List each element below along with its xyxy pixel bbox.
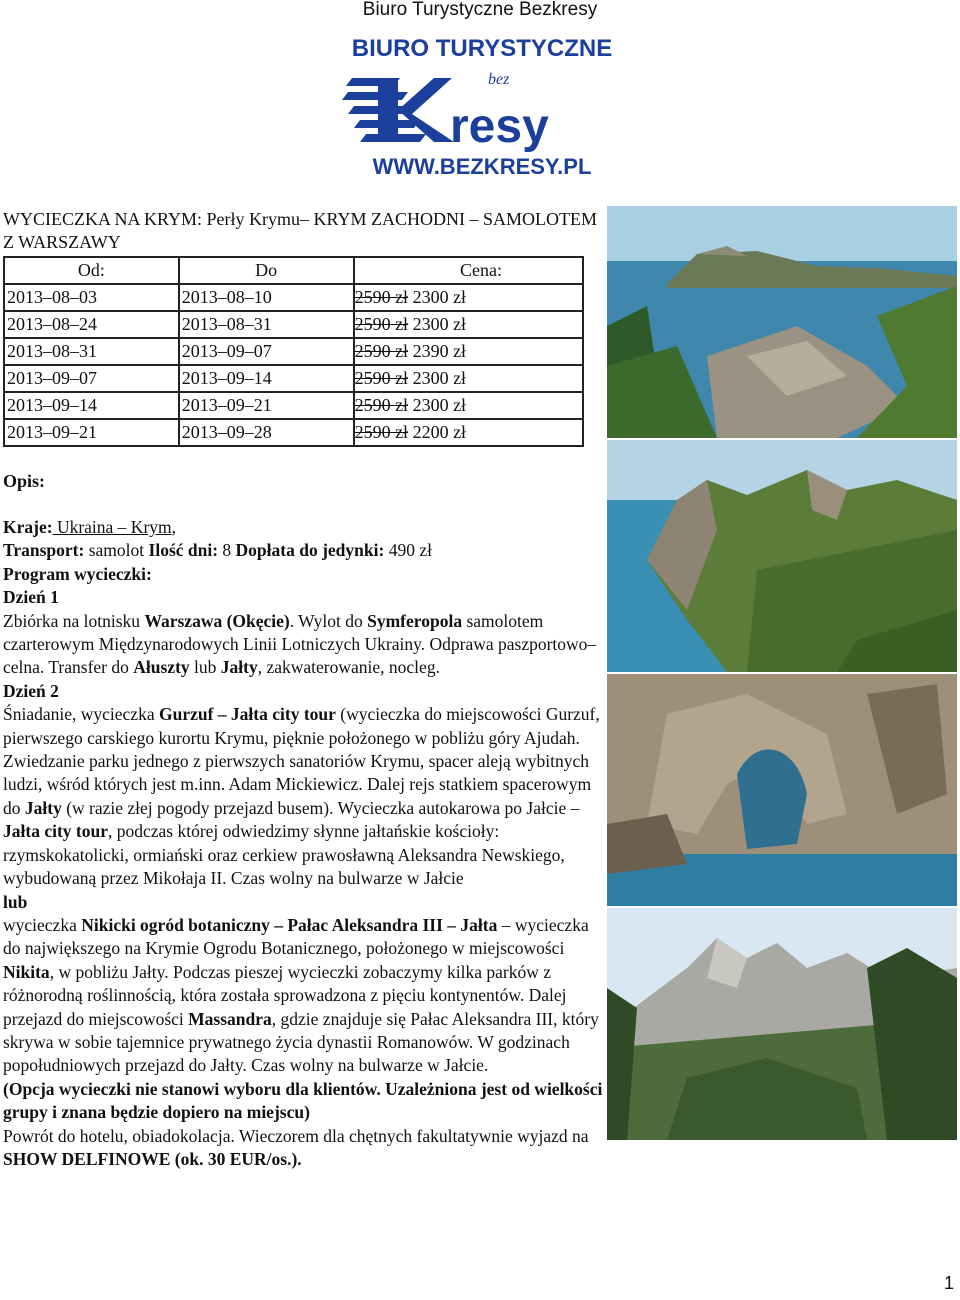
- svg-text:resy: resy: [450, 100, 549, 153]
- price-cell: [354, 419, 583, 446]
- price-cell: [354, 284, 583, 311]
- day2-section: Dzień 2 Śniadanie, wycieczka Gurzuf – Jałta city tour (wycieczka do miejscowości Gurzuf, pierwszego carskiego kurortu Krymu, pięknie położonego w pobliżu góry Ajudah. Zwiedzanie parku jednego z pierwszych sanatoriów Krymu, spacer aleją wybitnych ludzi, wśród których jest m.inn. Adam Mickiewicz. Dalej rejs statkiem spacerowym do Jałty (w razie złej pogody przejazd busem). Wycieczka autokarowa po Jałcie – Jałta city tour, podczas której odwiedzimy słynne jałtańskie kościoły: rzymskokatolicki, ormiański oraz cerkiew prawosławną Aleksandra Newskiego, wybudowaną przez Mikołaja II. Czas wolny na bulwarze w Jałcie lub wycieczka Nikicki ogród botaniczny – Pałac Aleksandra III – Jałta – wycieczka do największego na Krymie Ogrodu Botanicznego, położonego w miejscowości Nikita, w pobliżu Jałty. Podczas pieszej wycieczki zobaczymy kilka parków z różnorodną roślinnością, która została sprowadzona z pięciu kontynentów. Dalej przejazd do miejscowości Massandra, gdzie znajduje się Pałac Aleksandra III, który skrywa w sobie tajemnice prywatnego życia dynastii Romanowów. W godzinach popołudniowych przejazd do Jałty. Czas wolny na bulwarze w Jałcie. (Opcja wycieczki nie stanowi wyboru dla klientów. Uzależniona jest od wielkości grupy i znana będzie dopiero na miejscu) Powrót do hotelu, obiadokolacja. Wieczorem dla chętnych fakultatywnie wyjazd na SHOW DELFINOWE (ok. 30 EUR/os.).: [3, 680, 603, 1169]
- old-price: 2590 zł: [354, 395, 409, 415]
- day1-section: Dzień 1 Zbiórka na lotnisku Warszawa (Okęcie). Wylot do Symferopola samolotem czarterowym Międzynarodowych Linii Lotniczych Ukrainy. Odprawa paszportowo–celna. Transfer do Ałuszty lub Jałty, zakwaterowanie, nocleg.: [3, 587, 597, 678]
- transport-label: Transport:: [3, 540, 85, 561]
- crimea-mountains-photo: [607, 908, 957, 1140]
- table-row: [4, 419, 583, 446]
- table-row: [4, 365, 583, 392]
- crimea-coast-photo-2: [607, 440, 957, 672]
- description-heading: Opis:: [3, 471, 46, 491]
- logo-url: WWW.BEZKRESY.PL: [372, 154, 592, 179]
- program-label: Program wycieczki:: [3, 563, 152, 584]
- price-cell: [354, 365, 583, 392]
- new-price: 2200 zł: [412, 422, 467, 442]
- date-to: 2013–09–21: [179, 392, 354, 419]
- old-price: 2590 zł: [354, 314, 409, 334]
- day1-label: Dzień 1: [3, 587, 59, 608]
- date-to: 2013–08–31: [179, 311, 354, 338]
- date-to: 2013–09–14: [179, 365, 354, 392]
- kraje-label: Kraje:: [3, 517, 53, 537]
- date-from: 2013–08–03: [4, 284, 179, 311]
- or-label: lub: [3, 891, 28, 912]
- date-from: 2013–09–07: [4, 365, 179, 392]
- days-label: Ilość dni:: [148, 540, 219, 561]
- main-content: [3, 208, 603, 1171]
- date-from: 2013–08–31: [4, 338, 179, 365]
- transport-value: samolot: [88, 540, 145, 561]
- bezkresy-logo: [340, 34, 625, 184]
- logo-small: bez: [488, 71, 510, 88]
- page-header-title: Biuro Turystyczne Bezkresy: [362, 0, 598, 20]
- trip-facts: Kraje: Ukraina – Krym, Transport: samolot Ilość dni: 8 Dopłata do jedynki: 490 zł Program wycieczki:: [3, 517, 432, 584]
- price-cell: [354, 392, 583, 419]
- date-to: 2013–08–10: [179, 284, 354, 311]
- crimea-coast-photo-1: [607, 206, 957, 438]
- old-price: 2590 zł: [354, 368, 409, 388]
- supplement-label: Dopłata do jedynki:: [235, 540, 385, 561]
- table-row: [4, 284, 583, 311]
- day2-label: Dzień 2: [3, 680, 59, 701]
- table-row: [4, 338, 583, 365]
- price-cell: [354, 311, 583, 338]
- date-from: 2013–08–24: [4, 311, 179, 338]
- date-to: 2013–09–28: [179, 419, 354, 446]
- col-header-from: Od:: [4, 257, 179, 284]
- supplement-value: 490 zł: [388, 540, 432, 561]
- logo-line1: BIURO TURYSTYCZNE: [351, 35, 613, 62]
- col-header-to: Do: [179, 257, 354, 284]
- new-price: 2300 zł: [412, 395, 467, 415]
- option-note: (Opcja wycieczki nie stanowi wyboru dla klientów. Uzależniona jest od wielkości grupy i znana będzie dopiero na miejscu): [3, 1078, 603, 1123]
- new-price: 2300 zł: [412, 287, 467, 307]
- new-price: 2300 zł: [412, 368, 467, 388]
- page-number: 1: [943, 1273, 954, 1293]
- days-value: 8: [222, 540, 232, 561]
- crimea-rock-arch-photo: [607, 674, 957, 906]
- new-price: 2390 zł: [412, 341, 467, 361]
- dates-table: [3, 256, 584, 447]
- old-price: 2590 zł: [354, 341, 409, 361]
- kraje-value: Ukraina – Krym: [52, 517, 172, 537]
- table-row: [4, 392, 583, 419]
- old-price: 2590 zł: [354, 422, 409, 442]
- date-from: 2013–09–14: [4, 392, 179, 419]
- col-header-price: Cena:: [354, 257, 583, 284]
- table-row: [4, 311, 583, 338]
- new-price: 2300 zł: [412, 314, 467, 334]
- trip-title: WYCIECZKA NA KRYM: Perły Krymu– KRYM ZACHODNI – SAMOLOTEM Z WARSZAWY: [3, 209, 598, 252]
- old-price: 2590 zł: [354, 287, 409, 307]
- price-cell: [354, 338, 583, 365]
- date-to: 2013–09–07: [179, 338, 354, 365]
- date-from: 2013–09–21: [4, 419, 179, 446]
